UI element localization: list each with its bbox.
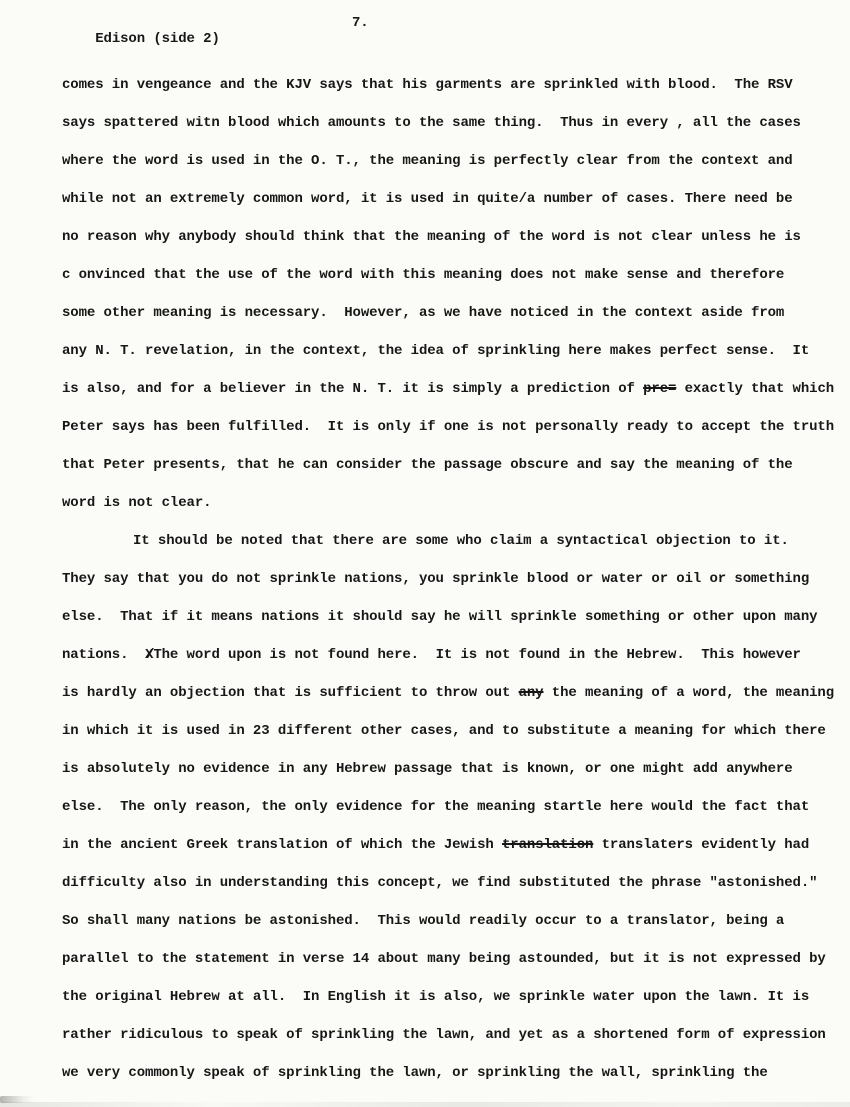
text-line bbox=[62, 218, 832, 256]
scan-smudge bbox=[0, 1096, 34, 1103]
text-line bbox=[62, 256, 832, 294]
text-line bbox=[62, 1016, 832, 1054]
text-line bbox=[62, 788, 832, 826]
paragraph bbox=[62, 522, 835, 1092]
text-line bbox=[62, 180, 832, 218]
text-segment: the original Hebrew at all. In English it is also, we sprinkle water upon the lawn. It is bbox=[62, 989, 810, 1005]
text-segment: is hardly an objection that is sufficient to throw out bbox=[62, 685, 519, 701]
text-segment: where the word is used in the O. T., the meaning is perfectly clear from the context and bbox=[62, 153, 793, 169]
struck-out-text: pre= bbox=[643, 381, 677, 397]
text-segment: else. That if it means nations it should say he will sprinkle something or other upon many bbox=[62, 609, 818, 625]
text-line bbox=[62, 66, 832, 104]
text-segment: no reason why anybody should think that the meaning of the word is not clear unless he is bbox=[62, 229, 801, 245]
text-segment: says spattered witn blood which amounts to the same thing. Thus in every , all the cases bbox=[62, 115, 801, 131]
page-number: 7. bbox=[352, 15, 369, 31]
text-segment: So shall many nations be astonished. This would readily occur to a translator, being a bbox=[62, 913, 785, 929]
text-segment: some other meaning is necessary. However, as we have noticed in the context aside from bbox=[62, 305, 785, 321]
document-title: Edison (side 2) bbox=[95, 31, 220, 47]
text-segment: difficulty also in understanding this concept, we find substituted the phrase "astonished." bbox=[62, 875, 818, 891]
text-line bbox=[62, 902, 832, 940]
text-line bbox=[62, 142, 832, 180]
slashed-correction-mark: X / bbox=[145, 636, 153, 674]
text-segment: is absolutely no evidence in any Hebrew passage that is known, or one might add anywhere bbox=[62, 761, 793, 777]
text-segment: parallel to the statement in verse 14 about many being astounded, but it is not expressed by bbox=[62, 951, 826, 967]
text-line bbox=[62, 408, 835, 446]
text-segment: comes in vengeance and the KJV says that his garments are sprinkled with blood. The RSV bbox=[62, 77, 793, 93]
text-segment: that Peter presents, that he can consider the passage obscure and say the meaning of the bbox=[62, 457, 793, 473]
text-line bbox=[62, 750, 832, 788]
text-segment: The word upon is not found here. It is not found in the Hebrew. This however bbox=[153, 647, 801, 663]
text-segment: translaters evidently had bbox=[593, 837, 810, 853]
paragraph bbox=[62, 66, 835, 522]
text-line bbox=[62, 598, 832, 636]
text-line bbox=[62, 446, 832, 484]
struck-out-text: translation bbox=[501, 837, 594, 853]
text-line bbox=[62, 294, 832, 332]
text-segment: is also, and for a believer in the N. T. it is simply a prediction of bbox=[62, 381, 644, 397]
text-line bbox=[62, 712, 832, 750]
text-segment: any N. T. revelation, in the context, the idea of sprinkling here makes perfect sense. It bbox=[62, 343, 810, 359]
text-line bbox=[62, 370, 835, 408]
text-line bbox=[62, 864, 832, 902]
text-segment: in which it is used in 23 different other cases, and to substitute a meaning for which there bbox=[62, 723, 826, 739]
text-segment: exactly that which bbox=[676, 381, 835, 397]
text-segment: while not an extremely common word, it is used in quite/a number of cases. There need be bbox=[62, 191, 793, 207]
text-line bbox=[62, 484, 832, 522]
text-segment: They say that you do not sprinkle nations, you sprinkle blood or water or oil or something bbox=[62, 571, 810, 587]
text-segment: in the ancient Greek translation of which the Jewish bbox=[62, 837, 502, 853]
text-segment: It should be noted that there are some who claim a syntactical objection to it. bbox=[133, 533, 789, 549]
text-segment: Peter says has been fulfilled. It is only if one is not personally ready to accept the truth bbox=[62, 419, 835, 435]
text-line bbox=[62, 332, 832, 370]
text-line bbox=[62, 674, 835, 712]
text-segment: else. The only reason, the only evidence for the meaning startle here would the fact that bbox=[62, 799, 810, 815]
text-line bbox=[62, 940, 832, 978]
text-line bbox=[62, 826, 832, 864]
text-line bbox=[62, 978, 832, 1016]
text-line bbox=[62, 522, 832, 560]
text-line bbox=[62, 636, 832, 674]
text-line bbox=[62, 560, 832, 598]
page-header bbox=[62, 15, 820, 47]
document-body bbox=[62, 66, 835, 1092]
struck-out-text: any bbox=[518, 685, 544, 701]
scan-smudge bbox=[0, 1102, 850, 1107]
text-segment: rather ridiculous to speak of sprinkling the lawn, and yet as a shortened form of expression bbox=[62, 1027, 826, 1043]
text-segment: c onvinced that the use of the word with this meaning does not make sense and therefore bbox=[62, 267, 785, 283]
text-segment: nations. bbox=[62, 647, 146, 663]
text-line bbox=[62, 104, 832, 142]
text-line bbox=[62, 1054, 832, 1092]
text-segment: we very commonly speak of sprinkling the lawn, or sprinkling the wall, sprinkling the bbox=[62, 1065, 768, 1081]
text-segment: word is not clear. bbox=[62, 495, 212, 511]
text-segment: the meaning of a word, the meaning bbox=[543, 685, 835, 701]
